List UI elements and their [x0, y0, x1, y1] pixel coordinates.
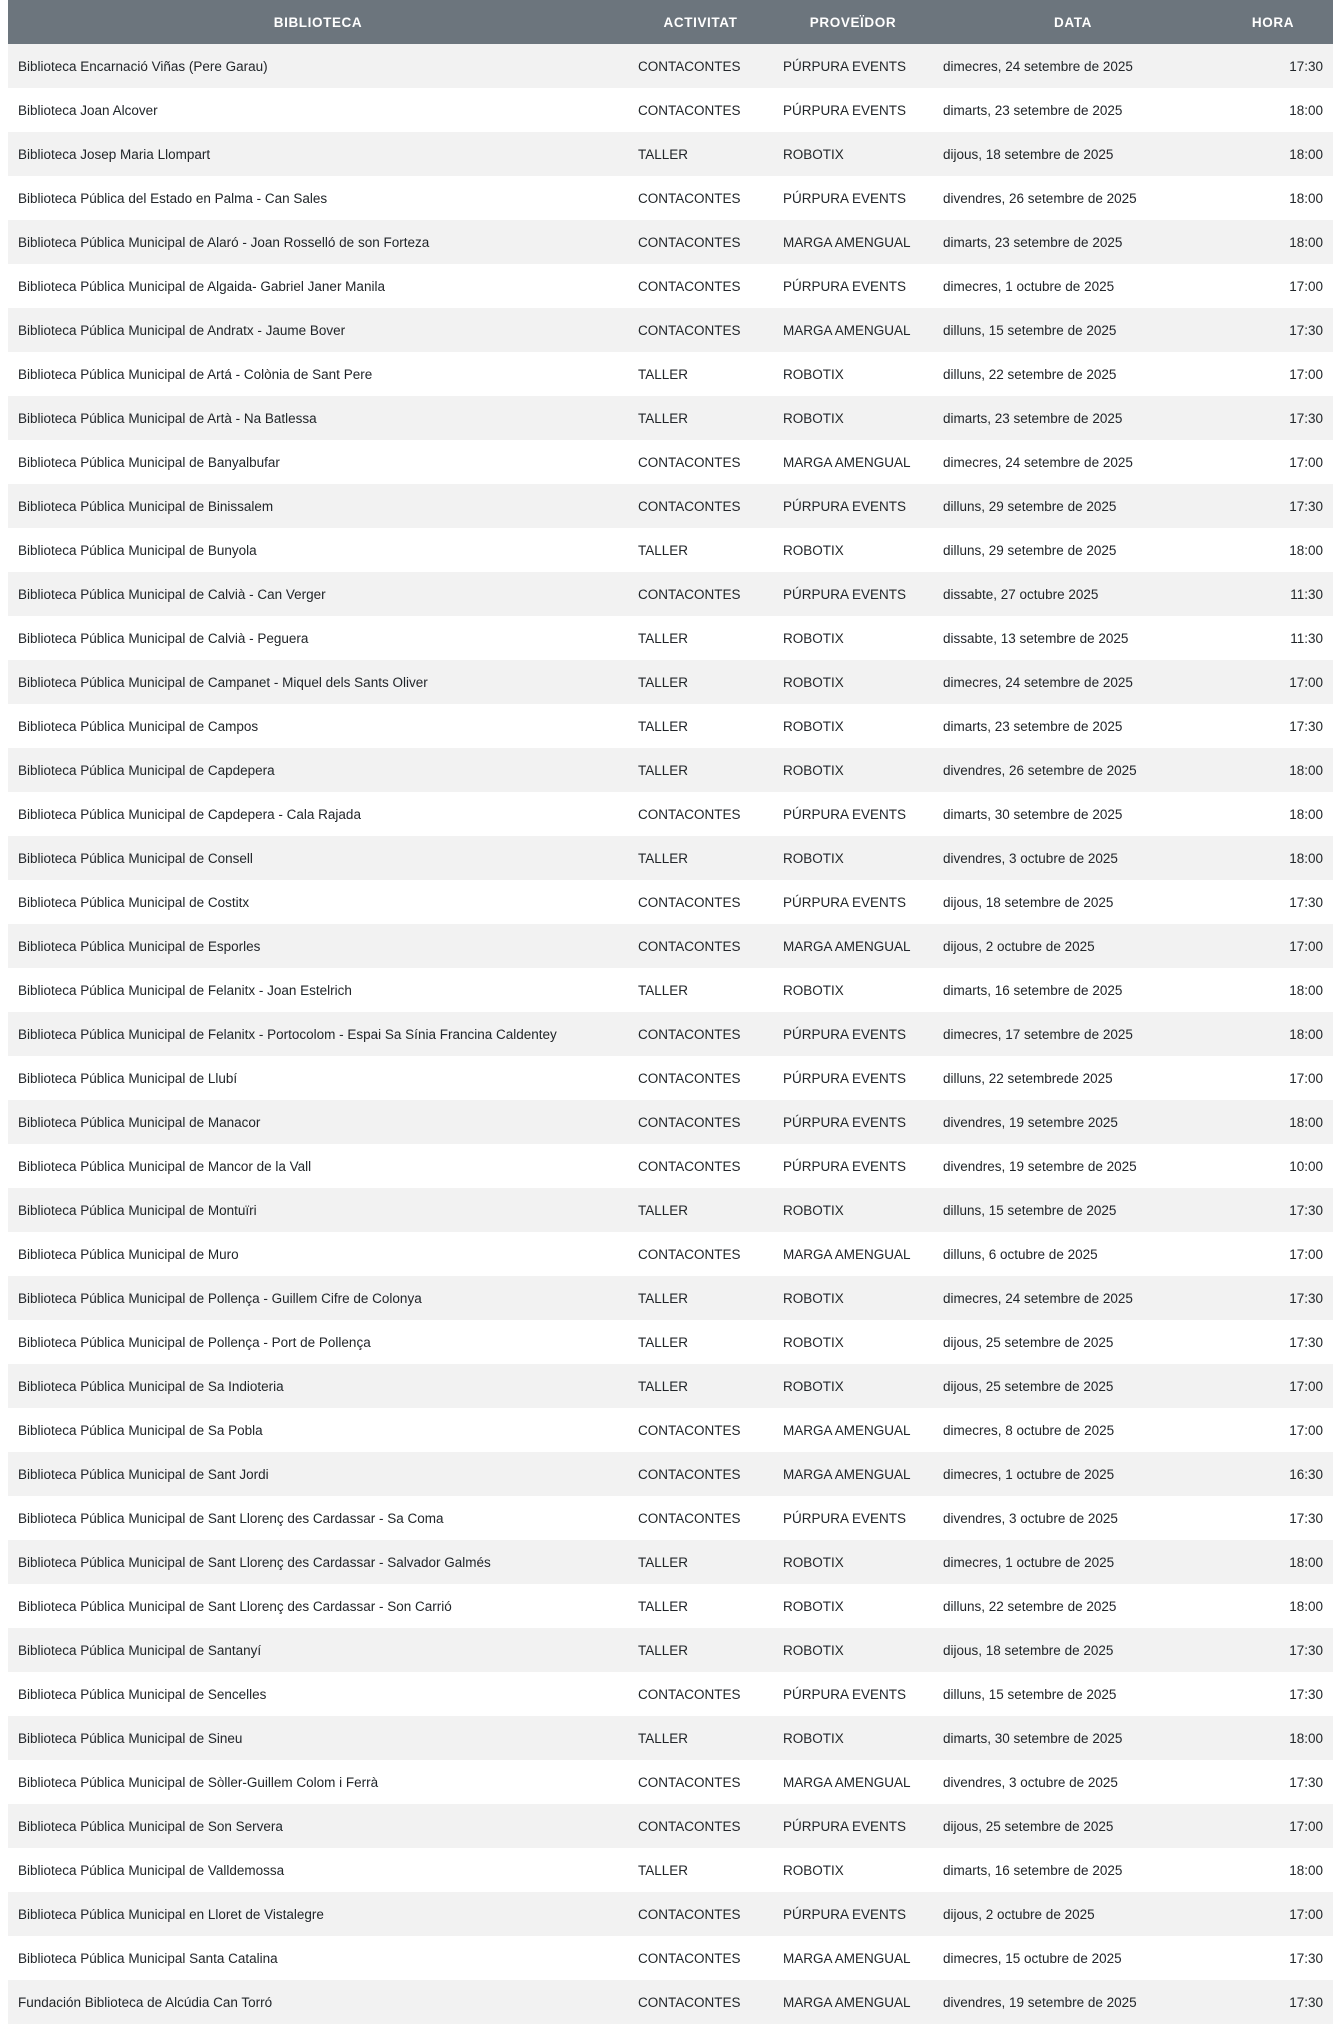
cell-biblioteca: Biblioteca Pública Municipal de Sineu	[18, 1730, 243, 1746]
cell-data: dimecres, 24 setembre de 2025	[943, 454, 1133, 470]
column-header-hora[interactable]: HORA	[1213, 0, 1333, 44]
cell-biblioteca: Biblioteca Pública Municipal de Andratx - Jaume Bover	[18, 322, 346, 338]
cell-data: dijous, 18 setembre de 2025	[943, 1642, 1114, 1658]
cell-biblioteca: Biblioteca Pública Municipal de Mancor de la Vall	[18, 1158, 312, 1174]
cell-proveidor: PÚRPURA EVENTS	[783, 806, 907, 822]
cell-hora: 17:30	[1289, 1202, 1323, 1218]
cell-hora: 17:00	[1289, 278, 1323, 294]
cell-hora: 17:00	[1289, 674, 1323, 690]
cell-biblioteca: Biblioteca Pública Municipal de Banyalbufar	[18, 454, 280, 470]
table-row[interactable]	[8, 352, 1333, 396]
cell-activitat: TALLER	[638, 410, 689, 426]
cell-proveidor: PÚRPURA EVENTS	[783, 1906, 907, 1922]
cell-data: dimecres, 24 setembre de 2025	[943, 1290, 1133, 1306]
table-row[interactable]	[8, 1100, 1333, 1144]
cell-data: dissabte, 13 setembre de 2025	[943, 630, 1129, 646]
cell-hora: 18:00	[1289, 146, 1323, 162]
cell-biblioteca: Biblioteca Joan Alcover	[18, 102, 158, 118]
table-row[interactable]	[8, 264, 1333, 308]
cell-hora: 16:30	[1289, 1466, 1323, 1482]
cell-proveidor: MARGA AMENGUAL	[783, 1950, 911, 1966]
cell-data: dimarts, 23 setembre de 2025	[943, 410, 1123, 426]
cell-biblioteca: Biblioteca Pública Municipal de Felanitx - Joan Estelrich	[18, 982, 352, 998]
cell-proveidor: PÚRPURA EVENTS	[783, 498, 907, 514]
table-row[interactable]	[8, 1056, 1333, 1100]
cell-biblioteca: Biblioteca Pública Municipal de Pollença - Port de Pollença	[18, 1334, 371, 1350]
table-row[interactable]	[8, 44, 1333, 88]
cell-data: dilluns, 29 setembre de 2025	[943, 542, 1117, 558]
cell-data: dimecres, 17 setembre de 2025	[943, 1026, 1133, 1042]
cell-proveidor: MARGA AMENGUAL	[783, 1422, 911, 1438]
table-row[interactable]	[8, 484, 1333, 528]
table-row[interactable]	[8, 176, 1333, 220]
cell-activitat: CONTACONTES	[638, 1906, 741, 1922]
cell-biblioteca: Biblioteca Pública Municipal de Valldemossa	[18, 1862, 285, 1878]
cell-data: dijous, 25 setembre de 2025	[943, 1378, 1114, 1394]
cell-data: dimarts, 23 setembre de 2025	[943, 718, 1123, 734]
column-header-biblioteca[interactable]: BIBLIOTECA	[8, 0, 628, 44]
cell-hora: 18:00	[1289, 1554, 1323, 1570]
cell-data: dimarts, 30 setembre de 2025	[943, 806, 1123, 822]
cell-hora: 17:30	[1289, 410, 1323, 426]
cell-proveidor: ROBOTIX	[783, 850, 844, 866]
cell-proveidor: ROBOTIX	[783, 1642, 844, 1658]
table-header-row	[8, 0, 1333, 44]
cell-activitat: CONTACONTES	[638, 1114, 741, 1130]
cell-activitat: CONTACONTES	[638, 1158, 741, 1174]
cell-hora: 18:00	[1289, 102, 1323, 118]
table-row[interactable]	[8, 924, 1333, 968]
cell-activitat: TALLER	[638, 1554, 689, 1570]
library-activities-table	[8, 0, 1333, 2024]
cell-activitat: CONTACONTES	[638, 894, 741, 910]
cell-proveidor: ROBOTIX	[783, 1730, 844, 1746]
cell-biblioteca: Biblioteca Pública Municipal de Calvià - Can Verger	[18, 586, 326, 602]
cell-hora: 11:30	[1290, 586, 1323, 602]
cell-proveidor: ROBOTIX	[783, 674, 844, 690]
cell-proveidor: ROBOTIX	[783, 1862, 844, 1878]
cell-hora: 17:00	[1289, 938, 1323, 954]
column-header-activitat[interactable]: ACTIVITAT	[628, 0, 773, 44]
cell-activitat: TALLER	[638, 146, 689, 162]
cell-biblioteca: Biblioteca Pública Municipal de Llubí	[18, 1070, 238, 1086]
cell-proveidor: MARGA AMENGUAL	[783, 1246, 911, 1262]
table-row[interactable]	[8, 132, 1333, 176]
cell-activitat: CONTACONTES	[638, 1422, 741, 1438]
cell-biblioteca: Biblioteca Pública Municipal de Felanitx - Portocolom - Espai Sa Sínia Francina Caldentey	[18, 1026, 557, 1042]
cell-activitat: CONTACONTES	[638, 1070, 741, 1086]
cell-hora: 17:00	[1289, 1906, 1323, 1922]
cell-hora: 18:00	[1289, 190, 1323, 206]
table-row[interactable]	[8, 1672, 1333, 1716]
cell-data: dimarts, 30 setembre de 2025	[943, 1730, 1123, 1746]
cell-hora: 18:00	[1289, 1598, 1323, 1614]
cell-biblioteca: Biblioteca Pública Municipal de Sant Jordi	[18, 1466, 269, 1482]
cell-proveidor: ROBOTIX	[783, 542, 844, 558]
cell-hora: 17:30	[1289, 1774, 1323, 1790]
cell-proveidor: ROBOTIX	[783, 630, 844, 646]
cell-data: divendres, 19 setembre de 2025	[943, 1158, 1137, 1174]
cell-hora: 11:30	[1290, 630, 1323, 646]
cell-hora: 17:00	[1289, 1818, 1323, 1834]
cell-proveidor: MARGA AMENGUAL	[783, 938, 911, 954]
cell-hora: 17:30	[1289, 498, 1323, 514]
cell-biblioteca: Biblioteca Pública Municipal de Capdepera	[18, 762, 275, 778]
cell-activitat: TALLER	[638, 1598, 689, 1614]
table-row[interactable]	[8, 1848, 1333, 1892]
cell-activitat: TALLER	[638, 542, 689, 558]
cell-data: dimarts, 23 setembre de 2025	[943, 102, 1123, 118]
cell-activitat: TALLER	[638, 1202, 689, 1218]
cell-activitat: CONTACONTES	[638, 586, 741, 602]
cell-hora: 17:00	[1289, 454, 1323, 470]
cell-activitat: CONTACONTES	[638, 1818, 741, 1834]
cell-data: dilluns, 22 setembre de 2025	[943, 1598, 1117, 1614]
cell-activitat: CONTACONTES	[638, 1026, 741, 1042]
table-row[interactable]	[8, 704, 1333, 748]
cell-proveidor: ROBOTIX	[783, 1598, 844, 1614]
cell-hora: 17:30	[1289, 1290, 1323, 1306]
cell-data: dijous, 25 setembre de 2025	[943, 1334, 1114, 1350]
cell-biblioteca: Biblioteca Pública Municipal Santa Catalina	[18, 1950, 278, 1966]
cell-biblioteca: Biblioteca Pública Municipal de Costitx	[18, 894, 250, 910]
table-row[interactable]	[8, 968, 1333, 1012]
cell-biblioteca: Biblioteca Pública Municipal de Sencelles	[18, 1686, 267, 1702]
cell-activitat: TALLER	[638, 1290, 689, 1306]
table-row[interactable]	[8, 1496, 1333, 1540]
table-row[interactable]	[8, 396, 1333, 440]
cell-biblioteca: Biblioteca Encarnació Viñas (Pere Garau)	[18, 58, 268, 74]
cell-biblioteca: Biblioteca Pública Municipal de Sant Llorenç des Cardassar - Sa Coma	[18, 1510, 444, 1526]
cell-data: dimarts, 16 setembre de 2025	[943, 1862, 1123, 1878]
table-row[interactable]	[8, 1144, 1333, 1188]
cell-activitat: CONTACONTES	[638, 102, 741, 118]
cell-data: dijous, 25 setembre de 2025	[943, 1818, 1114, 1834]
cell-biblioteca: Biblioteca Pública Municipal de Consell	[18, 850, 253, 866]
cell-activitat: CONTACONTES	[638, 234, 741, 250]
cell-activitat: TALLER	[638, 630, 689, 646]
table-row[interactable]	[8, 880, 1333, 924]
cell-activitat: CONTACONTES	[638, 1774, 741, 1790]
cell-data: dimarts, 23 setembre de 2025	[943, 234, 1123, 250]
cell-proveidor: ROBOTIX	[783, 1378, 844, 1394]
cell-activitat: CONTACONTES	[638, 1466, 741, 1482]
cell-hora: 18:00	[1289, 850, 1323, 866]
cell-proveidor: ROBOTIX	[783, 1554, 844, 1570]
cell-activitat: CONTACONTES	[638, 190, 741, 206]
cell-data: dilluns, 15 setembre de 2025	[943, 1202, 1117, 1218]
cell-proveidor: PÚRPURA EVENTS	[783, 1510, 907, 1526]
cell-biblioteca: Biblioteca Pública Municipal de Son Servera	[18, 1818, 283, 1834]
table-row[interactable]	[8, 1804, 1333, 1848]
cell-hora: 17:30	[1289, 1686, 1323, 1702]
cell-biblioteca: Biblioteca Pública Municipal de Bunyola	[18, 542, 257, 558]
column-header-data[interactable]: DATA	[933, 0, 1213, 44]
cell-proveidor: PÚRPURA EVENTS	[783, 894, 907, 910]
cell-activitat: TALLER	[638, 982, 689, 998]
cell-data: dilluns, 15 setembre de 2025	[943, 1686, 1117, 1702]
cell-hora: 18:00	[1289, 234, 1323, 250]
cell-hora: 17:30	[1289, 1950, 1323, 1966]
cell-data: divendres, 3 octubre de 2025	[943, 850, 1118, 866]
cell-hora: 17:00	[1289, 366, 1323, 382]
cell-proveidor: ROBOTIX	[783, 718, 844, 734]
table-row[interactable]	[8, 1364, 1333, 1408]
cell-activitat: CONTACONTES	[638, 1950, 741, 1966]
cell-hora: 17:00	[1289, 1422, 1323, 1438]
cell-biblioteca: Biblioteca Pública Municipal de Campos	[18, 718, 259, 734]
cell-proveidor: ROBOTIX	[783, 1202, 844, 1218]
cell-biblioteca: Biblioteca Pública Municipal de Montuïri	[18, 1202, 257, 1218]
cell-data: dimecres, 24 setembre de 2025	[943, 58, 1133, 74]
cell-data: divendres, 26 setembre de 2025	[943, 762, 1137, 778]
cell-activitat: CONTACONTES	[638, 454, 741, 470]
cell-hora: 18:00	[1289, 1114, 1323, 1130]
cell-activitat: CONTACONTES	[638, 1686, 741, 1702]
cell-biblioteca: Biblioteca Pública Municipal de Sa Pobla	[18, 1422, 263, 1438]
cell-data: dilluns, 22 setembrede 2025	[943, 1070, 1113, 1086]
cell-activitat: TALLER	[638, 674, 689, 690]
cell-proveidor: PÚRPURA EVENTS	[783, 190, 907, 206]
cell-biblioteca: Fundación Biblioteca de Alcúdia Can Torró	[18, 1994, 273, 2010]
table-row[interactable]	[8, 616, 1333, 660]
cell-hora: 17:30	[1289, 718, 1323, 734]
cell-proveidor: ROBOTIX	[783, 982, 844, 998]
cell-proveidor: ROBOTIX	[783, 146, 844, 162]
column-header-proveidor[interactable]: PROVEÏDOR	[773, 0, 933, 44]
cell-proveidor: ROBOTIX	[783, 762, 844, 778]
cell-data: dissabte, 27 octubre 2025	[943, 586, 1099, 602]
cell-biblioteca: Biblioteca Pública Municipal en Lloret de Vistalegre	[18, 1906, 324, 1922]
cell-activitat: TALLER	[638, 1378, 689, 1394]
cell-data: divendres, 19 setembre 2025	[943, 1114, 1118, 1130]
table-row[interactable]	[8, 1716, 1333, 1760]
cell-proveidor: ROBOTIX	[783, 366, 844, 382]
table-row[interactable]	[8, 1936, 1333, 1980]
cell-activitat: CONTACONTES	[638, 498, 741, 514]
cell-data: dimecres, 1 octubre de 2025	[943, 278, 1115, 294]
cell-activitat: CONTACONTES	[638, 58, 741, 74]
cell-data: dijous, 18 setembre de 2025	[943, 894, 1114, 910]
cell-biblioteca: Biblioteca Pública Municipal de Sòller-Guillem Colom i Ferrà	[18, 1774, 379, 1790]
table-row[interactable]	[8, 792, 1333, 836]
table-row[interactable]	[8, 748, 1333, 792]
cell-data: dilluns, 22 setembre de 2025	[943, 366, 1117, 382]
cell-proveidor: MARGA AMENGUAL	[783, 1994, 911, 2010]
cell-data: divendres, 3 octubre de 2025	[943, 1510, 1118, 1526]
cell-biblioteca: Biblioteca Pública Municipal de Manacor	[18, 1114, 261, 1130]
table-row[interactable]	[8, 220, 1333, 264]
cell-hora: 17:30	[1289, 1642, 1323, 1658]
cell-proveidor: ROBOTIX	[783, 410, 844, 426]
cell-biblioteca: Biblioteca Pública Municipal de Algaida- Gabriel Janer Manila	[18, 278, 385, 294]
cell-biblioteca: Biblioteca Pública Municipal de Sant Llorenç des Cardassar - Salvador Galmés	[18, 1554, 491, 1570]
table-row[interactable]	[8, 528, 1333, 572]
table-header	[8, 0, 1333, 44]
cell-proveidor: PÚRPURA EVENTS	[783, 1818, 907, 1834]
cell-biblioteca: Biblioteca Pública Municipal de Capdepera - Cala Rajada	[18, 806, 361, 822]
cell-activitat: TALLER	[638, 1730, 689, 1746]
cell-activitat: TALLER	[638, 1642, 689, 1658]
cell-activitat: CONTACONTES	[638, 322, 741, 338]
cell-activitat: CONTACONTES	[638, 1510, 741, 1526]
cell-proveidor: PÚRPURA EVENTS	[783, 1686, 907, 1702]
cell-biblioteca: Biblioteca Pública Municipal de Santanyí	[18, 1642, 262, 1658]
table-row[interactable]	[8, 440, 1333, 484]
cell-hora: 18:00	[1289, 762, 1323, 778]
cell-biblioteca: Biblioteca Pública Municipal de Campanet - Miquel dels Sants Oliver	[18, 674, 428, 690]
table-row[interactable]	[8, 88, 1333, 132]
table-row[interactable]	[8, 1452, 1333, 1496]
cell-activitat: TALLER	[638, 1862, 689, 1878]
table-row[interactable]	[8, 308, 1333, 352]
cell-data: dimecres, 1 octubre de 2025	[943, 1466, 1115, 1482]
cell-proveidor: MARGA AMENGUAL	[783, 454, 911, 470]
cell-hora: 18:00	[1289, 1730, 1323, 1746]
cell-activitat: TALLER	[638, 850, 689, 866]
cell-hora: 10:00	[1289, 1158, 1323, 1174]
cell-biblioteca: Biblioteca Pública Municipal de Muro	[18, 1246, 239, 1262]
cell-biblioteca: Biblioteca Pública del Estado en Palma - Can Sales	[18, 190, 328, 206]
cell-hora: 17:30	[1289, 322, 1323, 338]
table-row[interactable]	[8, 1012, 1333, 1056]
cell-proveidor: MARGA AMENGUAL	[783, 1466, 911, 1482]
table-row[interactable]	[8, 1628, 1333, 1672]
cell-proveidor: PÚRPURA EVENTS	[783, 1070, 907, 1086]
cell-activitat: TALLER	[638, 718, 689, 734]
cell-activitat: CONTACONTES	[638, 1994, 741, 2010]
cell-proveidor: ROBOTIX	[783, 1334, 844, 1350]
cell-data: dilluns, 15 setembre de 2025	[943, 322, 1117, 338]
cell-biblioteca: Biblioteca Pública Municipal de Esporles	[18, 938, 261, 954]
table-row[interactable]	[8, 836, 1333, 880]
cell-hora: 18:00	[1289, 806, 1323, 822]
cell-activitat: TALLER	[638, 366, 689, 382]
cell-proveidor: PÚRPURA EVENTS	[783, 1114, 907, 1130]
cell-data: dimarts, 16 setembre de 2025	[943, 982, 1123, 998]
cell-biblioteca: Biblioteca Josep Maria Llompart	[18, 146, 211, 162]
cell-proveidor: MARGA AMENGUAL	[783, 234, 911, 250]
cell-proveidor: PÚRPURA EVENTS	[783, 1158, 907, 1174]
cell-data: dilluns, 29 setembre de 2025	[943, 498, 1117, 514]
cell-biblioteca: Biblioteca Pública Municipal de Calvià - Peguera	[18, 630, 309, 646]
table-row[interactable]	[8, 1320, 1333, 1364]
table-row[interactable]	[8, 1188, 1333, 1232]
cell-data: dijous, 18 setembre de 2025	[943, 146, 1114, 162]
cell-data: dimecres, 1 octubre de 2025	[943, 1554, 1115, 1570]
table-row[interactable]	[8, 1892, 1333, 1936]
cell-hora: 18:00	[1289, 1862, 1323, 1878]
table-row[interactable]	[8, 1540, 1333, 1584]
cell-hora: 18:00	[1289, 1026, 1323, 1042]
table-row[interactable]	[8, 1232, 1333, 1276]
cell-biblioteca: Biblioteca Pública Municipal de Sant Llorenç des Cardassar - Son Carrió	[18, 1598, 452, 1614]
cell-data: dimecres, 15 octubre de 2025	[943, 1950, 1122, 1966]
table-row[interactable]	[8, 660, 1333, 704]
cell-data: divendres, 19 setembre de 2025	[943, 1994, 1137, 2010]
cell-hora: 17:30	[1289, 894, 1323, 910]
cell-activitat: CONTACONTES	[638, 1246, 741, 1262]
cell-hora: 17:30	[1289, 1510, 1323, 1526]
cell-proveidor: PÚRPURA EVENTS	[783, 278, 907, 294]
cell-data: divendres, 3 octubre de 2025	[943, 1774, 1118, 1790]
table-body	[8, 44, 1333, 2024]
cell-data: dimecres, 24 setembre de 2025	[943, 674, 1133, 690]
cell-hora: 17:30	[1289, 58, 1323, 74]
cell-biblioteca: Biblioteca Pública Municipal de Pollença - Guillem Cifre de Colonya	[18, 1290, 422, 1306]
cell-hora: 18:00	[1289, 542, 1323, 558]
table-row[interactable]	[8, 572, 1333, 616]
cell-proveidor: MARGA AMENGUAL	[783, 1774, 911, 1790]
cell-activitat: CONTACONTES	[638, 278, 741, 294]
cell-hora: 17:00	[1289, 1378, 1323, 1394]
cell-biblioteca: Biblioteca Pública Municipal de Binissalem	[18, 498, 274, 514]
cell-biblioteca: Biblioteca Pública Municipal de Artá - Colònia de Sant Pere	[18, 366, 373, 382]
cell-data: dimecres, 8 octubre de 2025	[943, 1422, 1115, 1438]
cell-proveidor: PÚRPURA EVENTS	[783, 58, 907, 74]
cell-activitat: TALLER	[638, 762, 689, 778]
cell-biblioteca: Biblioteca Pública Municipal de Alaró - Joan Rosselló de son Forteza	[18, 234, 430, 250]
cell-proveidor: MARGA AMENGUAL	[783, 322, 911, 338]
cell-biblioteca: Biblioteca Pública Municipal de Artà - Na Batlessa	[18, 410, 317, 426]
table-row[interactable]	[8, 1276, 1333, 1320]
cell-hora: 18:00	[1289, 982, 1323, 998]
table-row[interactable]	[8, 1760, 1333, 1804]
table-row[interactable]	[8, 1980, 1333, 2024]
cell-activitat: TALLER	[638, 1334, 689, 1350]
cell-proveidor: ROBOTIX	[783, 1290, 844, 1306]
cell-data: divendres, 26 setembre de 2025	[943, 190, 1137, 206]
cell-hora: 17:30	[1289, 1994, 1323, 2010]
table-row[interactable]	[8, 1408, 1333, 1452]
cell-data: dilluns, 6 octubre de 2025	[943, 1246, 1098, 1262]
cell-data: dijous, 2 octubre de 2025	[943, 938, 1095, 954]
cell-biblioteca: Biblioteca Pública Municipal de Sa Indioteria	[18, 1378, 284, 1394]
cell-data: dijous, 2 octubre de 2025	[943, 1906, 1095, 1922]
cell-proveidor: PÚRPURA EVENTS	[783, 102, 907, 118]
cell-activitat: CONTACONTES	[638, 806, 741, 822]
cell-hora: 17:30	[1289, 1334, 1323, 1350]
table-row[interactable]	[8, 1584, 1333, 1628]
cell-hora: 17:00	[1289, 1070, 1323, 1086]
cell-proveidor: PÚRPURA EVENTS	[783, 586, 907, 602]
cell-proveidor: PÚRPURA EVENTS	[783, 1026, 907, 1042]
cell-hora: 17:00	[1289, 1246, 1323, 1262]
cell-activitat: CONTACONTES	[638, 938, 741, 954]
